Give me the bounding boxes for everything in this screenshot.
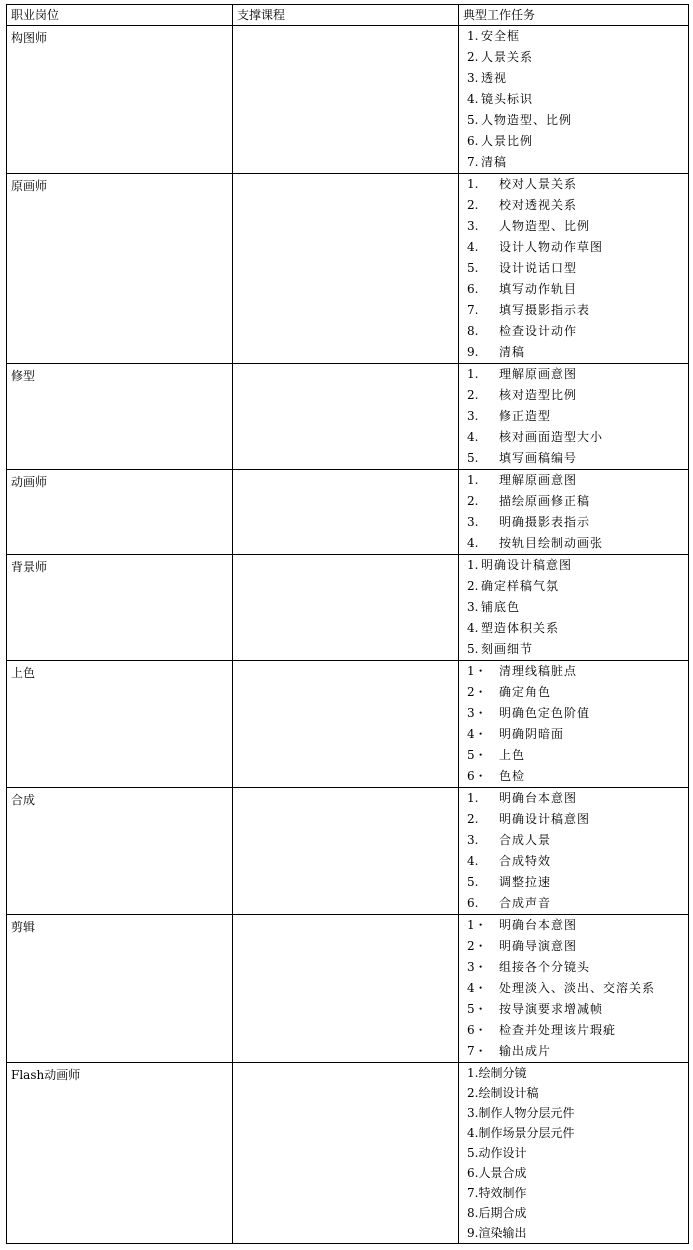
table-row: [7, 364, 689, 470]
task-item: [467, 957, 684, 978]
task-text: 镜头标识: [481, 92, 534, 106]
task-number: 7.: [467, 1186, 479, 1200]
job-position-cell: 动画师: [7, 470, 233, 555]
task-text: 透视: [481, 71, 508, 85]
task-text: 填写动作轨目: [499, 282, 578, 296]
task-item: [467, 342, 684, 363]
task-number: 7.: [467, 303, 479, 317]
task-item: [467, 999, 684, 1020]
table-body: [7, 26, 689, 1244]
task-number: 4・: [467, 727, 487, 741]
job-position-cell: Flash动画师: [7, 1063, 233, 1244]
job-position-cell: 上色: [7, 661, 233, 788]
task-number: 9.: [467, 1226, 479, 1240]
task-text: 制作人物分层元件: [478, 1106, 575, 1120]
task-item: [467, 364, 684, 385]
task-item: [467, 216, 684, 237]
task-item: [467, 872, 684, 893]
tasks-cell: [459, 470, 689, 555]
task-text: 确定角色: [499, 685, 552, 699]
task-item: [467, 555, 684, 576]
task-text: 核对造型比例: [499, 388, 578, 402]
task-number: 4.: [467, 92, 479, 106]
tasks-cell: [459, 915, 689, 1063]
task-number: 5.: [467, 261, 479, 275]
table-header: [7, 5, 689, 26]
tasks-cell: [459, 788, 689, 915]
task-number: 2.: [467, 812, 479, 826]
task-item: [467, 512, 684, 533]
task-number: 7.: [467, 155, 479, 169]
task-number: 1.: [467, 473, 479, 487]
task-number: 1.: [467, 29, 479, 43]
task-text: 调整拉速: [499, 875, 552, 889]
course-cell: [233, 1063, 459, 1244]
task-item: [467, 703, 684, 724]
table-row: [7, 555, 689, 661]
tasks-cell: [459, 174, 689, 364]
task-number: 3・: [467, 706, 487, 720]
task-text: 明确色定色阶值: [499, 706, 591, 720]
task-item: [467, 1041, 684, 1062]
task-text: 人景关系: [481, 50, 534, 64]
task-text: 修正造型: [499, 409, 552, 423]
task-item: [467, 830, 684, 851]
task-item: [467, 279, 684, 300]
task-text: 明确导演意图: [499, 939, 578, 953]
task-number: 6.: [467, 282, 479, 296]
task-item: [467, 110, 684, 131]
task-number: 2.: [467, 1086, 479, 1100]
task-text: 合成人景: [499, 833, 552, 847]
task-text: 人景比例: [481, 134, 534, 148]
task-number: 8.: [467, 1206, 479, 1220]
task-number: 3.: [467, 71, 479, 85]
task-item: [467, 809, 684, 830]
task-item: [467, 682, 684, 703]
task-text: 人物造型、比例: [499, 219, 591, 233]
task-item: [467, 724, 684, 745]
task-text: 填写摄影指示表: [499, 303, 591, 317]
task-number: 3.: [467, 1106, 479, 1120]
task-item: [467, 936, 684, 957]
job-position-cell: 背景师: [7, 555, 233, 661]
task-text: 处理淡入、淡出、交溶关系: [499, 981, 656, 995]
task-number: 1.: [467, 558, 479, 572]
task-number: 8.: [467, 324, 479, 338]
job-position-cell: 构图师: [7, 26, 233, 174]
task-text: 铺底色: [481, 600, 521, 614]
job-position-cell: 剪辑: [7, 915, 233, 1063]
task-number: 1・: [467, 918, 487, 932]
task-item: [467, 321, 684, 342]
task-text: 填写画稿编号: [499, 451, 578, 465]
task-item: [467, 26, 684, 47]
task-item: [467, 68, 684, 89]
tasks-cell: [459, 555, 689, 661]
task-text: 明确台本意图: [499, 791, 578, 805]
task-text: 描绘原画修正稿: [499, 494, 591, 508]
task-item: [467, 745, 684, 766]
task-text: 校对人景关系: [499, 177, 578, 191]
course-cell: [233, 174, 459, 364]
task-item: [467, 1083, 684, 1103]
task-item: [467, 1163, 684, 1183]
table-row: [7, 1063, 689, 1244]
task-item: [467, 1123, 684, 1143]
task-item: [467, 576, 684, 597]
task-text: 上色: [499, 748, 526, 762]
task-item: [467, 597, 684, 618]
task-item: [467, 1203, 684, 1223]
task-number: 1.: [467, 177, 479, 191]
task-text: 确定样稿气氛: [481, 579, 560, 593]
task-text: 合成声音: [499, 896, 552, 910]
task-item: [467, 470, 684, 491]
task-text: 清稿: [499, 345, 526, 359]
task-text: 塑造体积关系: [481, 621, 560, 635]
course-cell: [233, 26, 459, 174]
table-row: [7, 470, 689, 555]
task-number: 4.: [467, 536, 479, 550]
table-row: [7, 788, 689, 915]
task-number: 5・: [467, 1002, 487, 1016]
task-item: [467, 47, 684, 68]
course-cell: [233, 470, 459, 555]
job-task-table: [6, 4, 689, 1244]
task-text: 安全框: [481, 29, 521, 43]
task-number: 1.: [467, 1066, 479, 1080]
task-number: 7・: [467, 1044, 487, 1058]
task-number: 3.: [467, 515, 479, 529]
task-number: 6.: [467, 134, 479, 148]
task-item: [467, 1063, 684, 1083]
tasks-cell: [459, 364, 689, 470]
task-number: 2.: [467, 494, 479, 508]
task-number: 2・: [467, 685, 487, 699]
job-position-cell: 修型: [7, 364, 233, 470]
task-item: [467, 237, 684, 258]
task-item: [467, 300, 684, 321]
task-text: 设计说话口型: [499, 261, 578, 275]
task-number: 4・: [467, 981, 487, 995]
header-position: 职业岗位: [7, 5, 233, 26]
job-position-cell: 原画师: [7, 174, 233, 364]
table-row: [7, 26, 689, 174]
task-number: 5.: [467, 451, 479, 465]
task-number: 2.: [467, 579, 479, 593]
task-item: [467, 618, 684, 639]
task-item: [467, 131, 684, 152]
task-number: 2・: [467, 939, 487, 953]
task-item: [467, 89, 684, 110]
tasks-cell: [459, 661, 689, 788]
task-number: 3・: [467, 960, 487, 974]
task-item: [467, 915, 684, 936]
header-course: 支撑课程: [233, 5, 459, 26]
task-text: 明确摄影表指示: [499, 515, 591, 529]
task-number: 2.: [467, 50, 479, 64]
task-text: 清理线稿脏点: [499, 664, 578, 678]
task-item: [467, 533, 684, 554]
task-text: 人物造型、比例: [481, 113, 573, 127]
task-text: 绘制分镜: [478, 1066, 527, 1080]
task-number: 5.: [467, 1146, 479, 1160]
task-number: 1.: [467, 791, 479, 805]
task-number: 9.: [467, 345, 479, 359]
task-number: 3.: [467, 833, 479, 847]
tasks-cell: [459, 26, 689, 174]
task-text: 绘制设计稿: [478, 1086, 539, 1100]
task-number: 6.: [467, 1166, 479, 1180]
task-text: 按导演要求增减帧: [499, 1002, 604, 1016]
table-row: [7, 174, 689, 364]
course-cell: [233, 788, 459, 915]
task-number: 5・: [467, 748, 487, 762]
task-item: [467, 427, 684, 448]
task-item: [467, 385, 684, 406]
task-item: [467, 195, 684, 216]
header-tasks: 典型工作任务: [459, 5, 689, 26]
task-text: 校对透视关系: [499, 198, 578, 212]
task-number: 5.: [467, 875, 479, 889]
task-number: 1.: [467, 367, 479, 381]
task-text: 清稿: [481, 155, 508, 169]
task-number: 6・: [467, 1023, 487, 1037]
task-text: 刻画细节: [481, 642, 534, 656]
task-item: [467, 448, 684, 469]
task-item: [467, 174, 684, 195]
task-text: 色检: [499, 769, 526, 783]
task-item: [467, 1020, 684, 1041]
task-text: 明确设计稿意图: [499, 812, 591, 826]
task-text: 合成特效: [499, 854, 552, 868]
task-text: 组接各个分镜头: [499, 960, 591, 974]
task-number: 4.: [467, 621, 479, 635]
task-text: 动作设计: [478, 1146, 527, 1160]
task-item: [467, 152, 684, 173]
task-number: 4.: [467, 854, 479, 868]
task-text: 明确阴暗面: [499, 727, 565, 741]
task-text: 输出成片: [499, 1044, 552, 1058]
task-text: 理解原画意图: [499, 473, 578, 487]
task-number: 6・: [467, 769, 487, 783]
task-item: [467, 788, 684, 809]
task-text: 人景合成: [478, 1166, 527, 1180]
task-text: 核对画面造型大小: [499, 430, 604, 444]
task-item: [467, 978, 684, 999]
task-text: 检查并处理该片瑕疵: [499, 1023, 617, 1037]
task-item: [467, 1223, 684, 1243]
task-text: 制作场景分层元件: [478, 1126, 575, 1140]
task-number: 3.: [467, 600, 479, 614]
task-item: [467, 1183, 684, 1203]
task-text: 明确台本意图: [499, 918, 578, 932]
task-item: [467, 1143, 684, 1163]
course-cell: [233, 915, 459, 1063]
task-item: [467, 406, 684, 427]
course-cell: [233, 555, 459, 661]
task-item: [467, 766, 684, 787]
task-item: [467, 491, 684, 512]
task-text: 按轨目绘制动画张: [499, 536, 604, 550]
task-text: 明确设计稿意图: [481, 558, 573, 572]
task-number: 4.: [467, 240, 479, 254]
task-item: [467, 893, 684, 914]
course-cell: [233, 661, 459, 788]
task-item: [467, 258, 684, 279]
task-item: [467, 639, 684, 660]
task-item: [467, 851, 684, 872]
task-text: 特效制作: [478, 1186, 527, 1200]
table-row: [7, 915, 689, 1063]
task-number: 2.: [467, 388, 479, 402]
course-cell: [233, 364, 459, 470]
task-text: 理解原画意图: [499, 367, 578, 381]
task-number: 4.: [467, 430, 479, 444]
task-number: 3.: [467, 219, 479, 233]
task-item: [467, 1103, 684, 1123]
task-item: [467, 661, 684, 682]
table-row: [7, 661, 689, 788]
job-position-cell: 合成: [7, 788, 233, 915]
task-number: 2.: [467, 198, 479, 212]
task-number: 6.: [467, 896, 479, 910]
task-text: 后期合成: [478, 1206, 527, 1220]
tasks-cell: [459, 1063, 689, 1244]
task-number: 5.: [467, 113, 479, 127]
task-text: 设计人物动作草图: [499, 240, 604, 254]
task-number: 1・: [467, 664, 487, 678]
task-number: 5.: [467, 642, 479, 656]
task-text: 渲染输出: [478, 1226, 527, 1240]
task-number: 4.: [467, 1126, 479, 1140]
task-number: 3.: [467, 409, 479, 423]
task-text: 检查设计动作: [499, 324, 578, 338]
